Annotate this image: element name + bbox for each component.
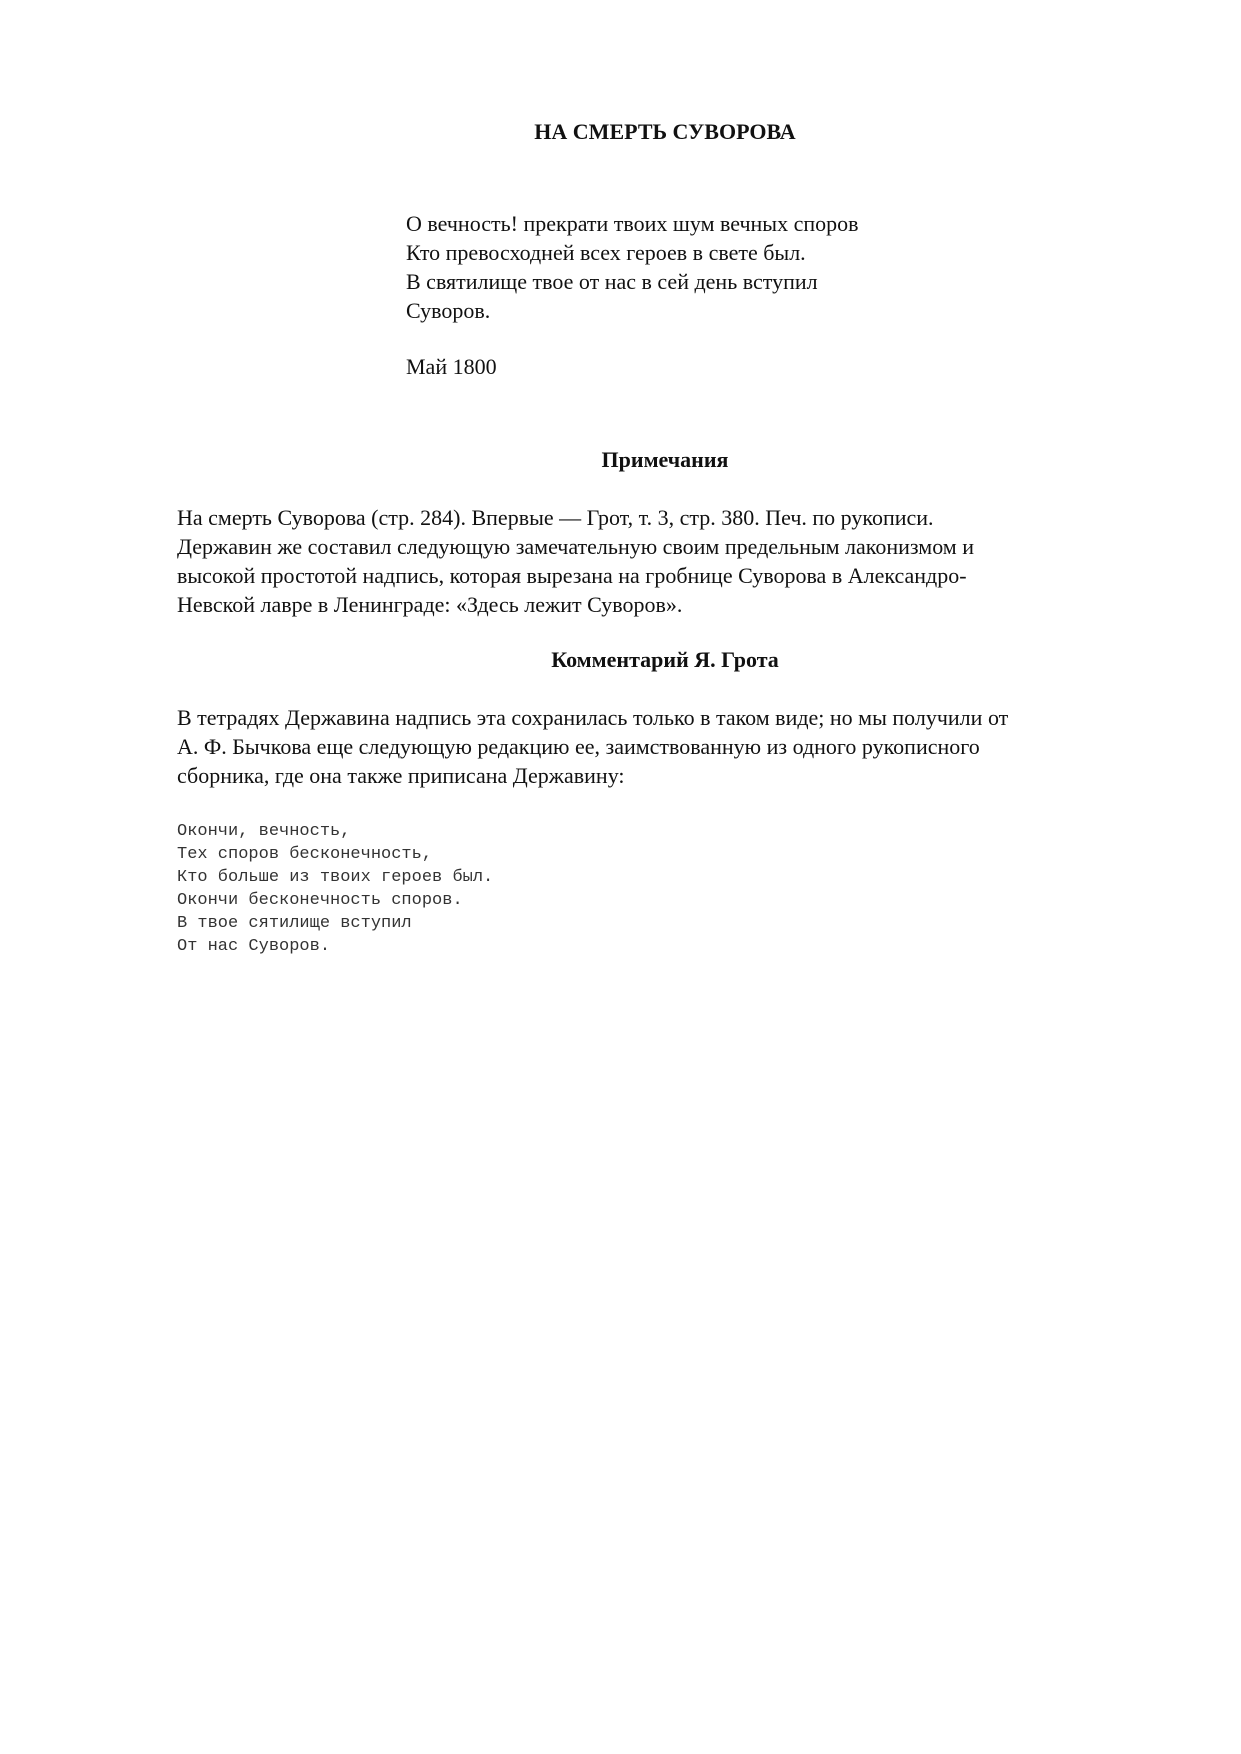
variant-line: Окончи, вечность, (177, 822, 351, 841)
poem-date: Май 1800 (406, 354, 497, 379)
variant-line: Кто больше из твоих героев был. (177, 868, 494, 887)
notes-line: Державин же составил следующую замечательную своим предельным лаконизмом и (177, 534, 974, 559)
variant-line: От нас Суворов. (177, 937, 331, 956)
notes-line: На смерть Суворова (стр. 284). Впервые — Грот, т. 3, стр. 380. Печ. по рукописи. (177, 505, 934, 530)
poem-line: В святилище твое от нас в сей день вступил (406, 269, 818, 294)
variant-line: В твое сятилище вступил (177, 914, 412, 933)
page-title: НА СМЕРТЬ СУВОРОВА (534, 119, 796, 144)
notes-paragraph (177, 503, 974, 619)
notes-heading: Примечания (601, 447, 729, 472)
variant-poem (177, 820, 493, 958)
poem-line: О вечность! прекрати твоих шум вечных споров (406, 211, 859, 236)
comment-line: В тетрадях Державина надпись эта сохранилась только в таком виде; но мы получили от (177, 705, 1009, 730)
comment-heading: Комментарий Я. Грота (551, 647, 779, 672)
variant-line: Тех споров бесконечность, (177, 845, 433, 864)
notes-line: Невской лавре в Ленинграде: «Здесь лежит Суворов». (177, 592, 683, 617)
poem-line: Кто превосходней всех героев в свете был. (406, 240, 806, 265)
comment-paragraph (177, 703, 1008, 790)
notes-line: высокой простотой надпись, которая вырезана на гробнице Суворова в Александро- (177, 563, 967, 588)
comment-line: А. Ф. Бычкова еще следующую редакцию ее, заимствованную из одного рукописного (177, 734, 980, 759)
comment-line: сборника, где она также приписана Державину: (177, 763, 625, 788)
poem-body (406, 209, 859, 325)
variant-line: Окончи бесконечность споров. (177, 891, 463, 910)
poem-line: Суворов. (406, 298, 491, 323)
